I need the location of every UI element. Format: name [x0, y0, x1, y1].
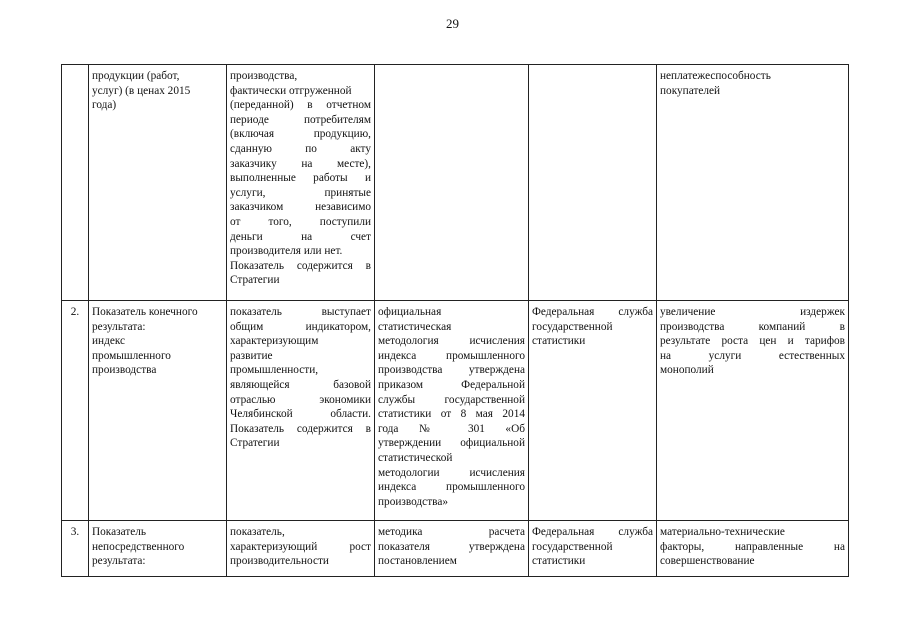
text-line: услуги, принятые [230, 186, 371, 199]
text-line: государственной [532, 320, 613, 333]
text-line: статистики от 8 мая 2014 [378, 408, 525, 421]
indicator-name-cell [89, 65, 227, 301]
text-line: покупателей [660, 84, 721, 97]
indicator-name-cell [89, 521, 227, 577]
text-line: Челябинской области. [230, 408, 371, 421]
text-line: характеризующим [230, 335, 319, 348]
text-line: статистики [532, 335, 586, 348]
text-line: материально-технические [660, 526, 785, 538]
text-line: Показатель конечного [92, 306, 198, 318]
text-line: постановлением [378, 555, 457, 568]
text-line: индекса промышленного [378, 349, 525, 362]
text-line: (включая продукцию, [230, 128, 371, 141]
text-line: промышленности, [230, 364, 319, 377]
text-line: статистики [532, 555, 586, 568]
text-line: производителя или нет. [230, 245, 343, 258]
text-line: приказом Федеральной [378, 378, 525, 391]
table-row [62, 301, 849, 521]
text-line: Показатель содержится в [230, 259, 371, 272]
indicator-description-cell [227, 301, 375, 521]
text-line: результата: [92, 320, 146, 333]
indicator-description-cell [227, 521, 375, 577]
text-line: результате роста цен и тарифов [660, 335, 845, 348]
text-line: утверждении официальной [378, 437, 525, 450]
text-line: увеличение издержек [660, 306, 845, 318]
data-source-cell [529, 301, 657, 521]
text-line: производства, [230, 70, 298, 82]
indicator-table [61, 64, 849, 577]
text-line: услуг) (в ценах 2015 [92, 84, 191, 97]
indicator-description-cell [227, 65, 375, 301]
text-line: совершенствование [660, 555, 755, 568]
text-line: Федеральная служба [532, 306, 653, 318]
table-row [62, 65, 849, 301]
data-source-cell [529, 65, 657, 301]
text-line: сданную по акту [230, 142, 371, 155]
text-line: индекса промышленного [378, 481, 525, 494]
text-line: индекс [92, 335, 126, 348]
text-line: развитие [230, 349, 273, 362]
text-line: заказчику на месте), [230, 157, 371, 170]
text-line: Стратегии [230, 437, 280, 450]
text-line: государственной [532, 540, 613, 553]
text-line: фактически отгруженной [230, 84, 352, 97]
text-line: производства компаний в [660, 320, 845, 333]
text-line: являющейся базовой [230, 378, 371, 391]
text-line: от того, поступили [230, 215, 371, 228]
text-line: на услуги естественных [660, 349, 845, 362]
text-line: показателя утверждена [378, 540, 525, 553]
text-line: непосредственного [92, 540, 185, 553]
risk-factors-cell [657, 65, 849, 301]
text-line: производительности [230, 555, 329, 568]
text-line: (переданной) в отчетном [230, 99, 371, 112]
methodology-cell [375, 521, 529, 577]
methodology-cell [375, 301, 529, 521]
text-line: года № 301 «Об [378, 422, 525, 435]
text-line: результата: [92, 555, 146, 568]
text-line: общим индикатором, [230, 320, 371, 333]
text-line: статистической [378, 451, 453, 464]
text-line: показатель, [230, 526, 285, 538]
row-number: 3. [62, 521, 89, 577]
text-line: статистическая [378, 320, 452, 333]
text-line: официальная [378, 306, 442, 318]
risk-factors-cell [657, 521, 849, 577]
text-line: года) [92, 99, 117, 112]
text-line: Показатель содержится в [230, 422, 371, 435]
table-row [62, 521, 849, 577]
text-line: методика расчета [378, 526, 525, 538]
text-line: методологии исчисления [378, 466, 525, 479]
text-line: монополий [660, 364, 714, 377]
text-line: службы государственной [378, 393, 525, 406]
text-line: характеризующий рост [230, 540, 371, 553]
risk-factors-cell [657, 301, 849, 521]
text-line: деньги на счет [230, 230, 371, 243]
text-line: выполненные работы и [230, 172, 371, 185]
text-line: производства утверждена [378, 364, 525, 377]
text-line: периоде потребителям [230, 113, 371, 126]
text-line: факторы, направленные на [660, 540, 845, 553]
text-line: производства» [378, 495, 448, 508]
text-line: производства [92, 364, 157, 377]
text-line: Федеральная служба [532, 526, 653, 538]
text-line: продукции (работ, [92, 70, 180, 82]
methodology-cell [375, 65, 529, 301]
indicator-name-cell [89, 301, 227, 521]
text-line: промышленного [92, 349, 171, 362]
page-number: 29 [446, 16, 459, 31]
row-number [62, 65, 89, 301]
text-line: Стратегии [230, 274, 280, 287]
text-line: заказчиком независимо [230, 201, 371, 214]
text-line: неплатежеспособность [660, 70, 771, 82]
row-number: 2. [62, 301, 89, 521]
text-line: Показатель [92, 526, 147, 538]
text-line: методология исчисления [378, 335, 525, 348]
text-line: отраслью экономики [230, 393, 371, 406]
data-source-cell [529, 521, 657, 577]
text-line: показатель выступает [230, 306, 371, 318]
